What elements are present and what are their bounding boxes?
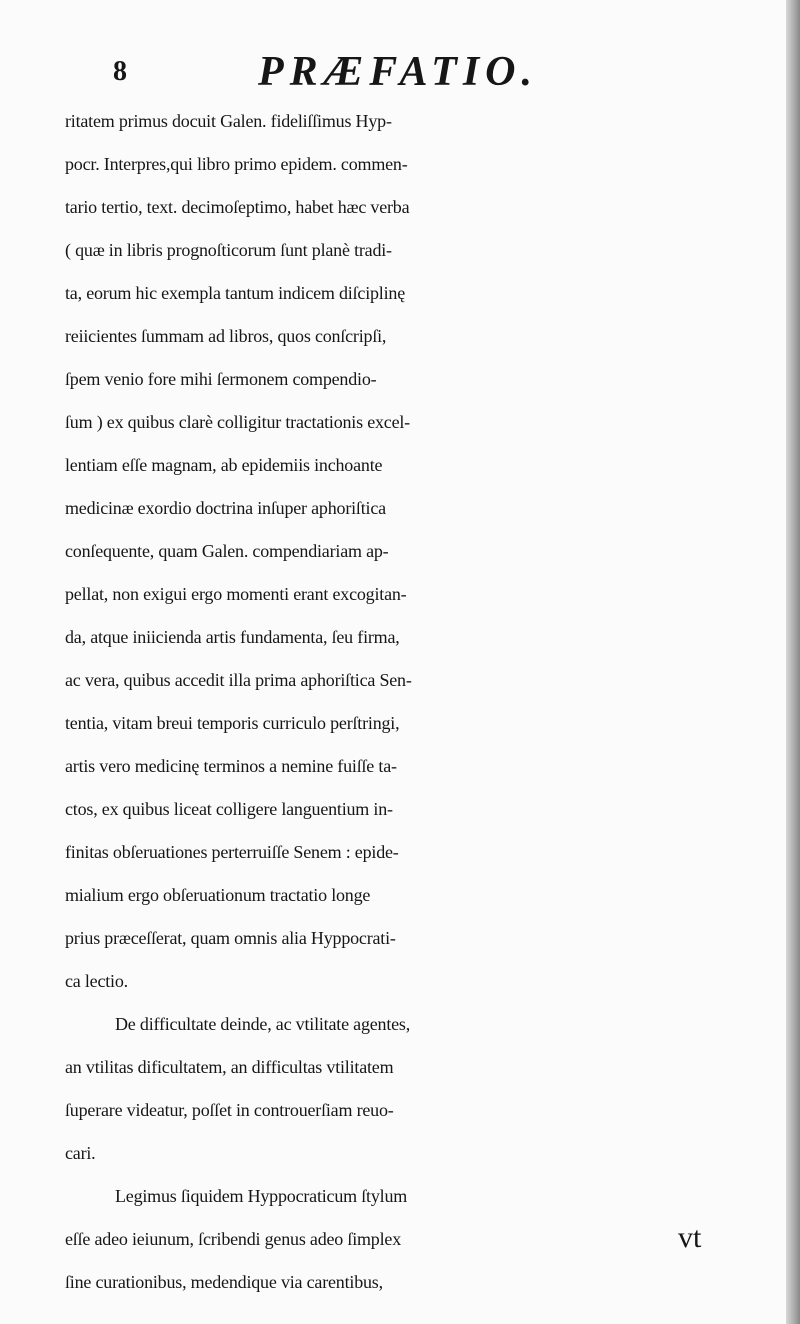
text-line: ſuperare videatur, poſſet in controuerſiam reuo- xyxy=(65,1100,394,1120)
paragraph-start-line: Legimus ſiquidem Hyppocraticum ſtylum xyxy=(115,1186,408,1206)
text-line: finitas obſeruationes perterruiſſe Senem : epide- xyxy=(65,842,399,862)
text-line: prius præceſſerat, quam omnis alia Hyppocrati- xyxy=(65,928,396,948)
text-line: pellat, non exigui ergo momenti erant excogitan- xyxy=(65,584,407,604)
text-line: cari. xyxy=(65,1143,96,1163)
text-line: ſine curationibus, medendique via carentibus, xyxy=(65,1272,383,1292)
body-text xyxy=(65,100,765,1304)
text-line: ac vera, quibus accedit illa prima aphoriſtica Sen- xyxy=(65,670,412,690)
text-line: ritatem primus docuit Galen. fideliſſimus Hyp- xyxy=(65,111,392,131)
text-line: ſpem venio fore mihi ſermonem compendio- xyxy=(65,369,377,389)
running-title: PRÆFATIO. xyxy=(258,49,538,95)
text-line: tario tertio, text. decimoſeptimo, habet hæc verba xyxy=(65,197,410,217)
text-line: ctos, ex quibus liceat colligere languentium in- xyxy=(65,799,393,819)
catchword: vt xyxy=(678,1221,702,1254)
text-line: ſum ) ex quibus clarè colligitur tractationis excel- xyxy=(65,412,410,432)
text-line: lentiam eſſe magnam, ab epidemiis inchoante xyxy=(65,455,383,475)
text-line: ( quæ in libris prognoſticorum ſunt planè tradi- xyxy=(65,240,392,260)
text-line: tentia, vitam breui temporis curriculo perſtringi, xyxy=(65,713,400,733)
page-number: 8 xyxy=(113,56,127,87)
text-line: medicinæ exordio doctrina inſuper aphoriſtica xyxy=(65,498,386,518)
paragraph-start-line: De difficultate deinde, ac vtilitate agentes, xyxy=(115,1014,411,1034)
text-line: ta, eorum hic exempla tantum indicem diſciplinę xyxy=(65,283,405,303)
text-line: ca lectio. xyxy=(65,971,128,991)
text-line: eſſe adeo ieiunum, ſcribendi genus adeo ſimplex xyxy=(65,1229,401,1249)
page-header xyxy=(0,48,800,104)
text-line: reiicientes ſummam ad libros, quos conſcripſi, xyxy=(65,326,387,346)
text-line: an vtilitas dificultatem, an difficultas vtilitatem xyxy=(65,1057,394,1077)
page-edge-shadow xyxy=(786,0,800,1324)
text-line: artis vero medicinę terminos a nemine fuiſſe ta- xyxy=(65,756,397,776)
text-line: mialium ergo obſeruationum tractatio longe xyxy=(65,885,371,905)
text-line: conſequente, quam Galen. compendiariam ap- xyxy=(65,541,389,561)
text-line: da, atque iniicienda artis fundamenta, ſeu firma, xyxy=(65,627,400,647)
text-line: pocr. Interpres,qui libro primo epidem. commen- xyxy=(65,154,408,174)
